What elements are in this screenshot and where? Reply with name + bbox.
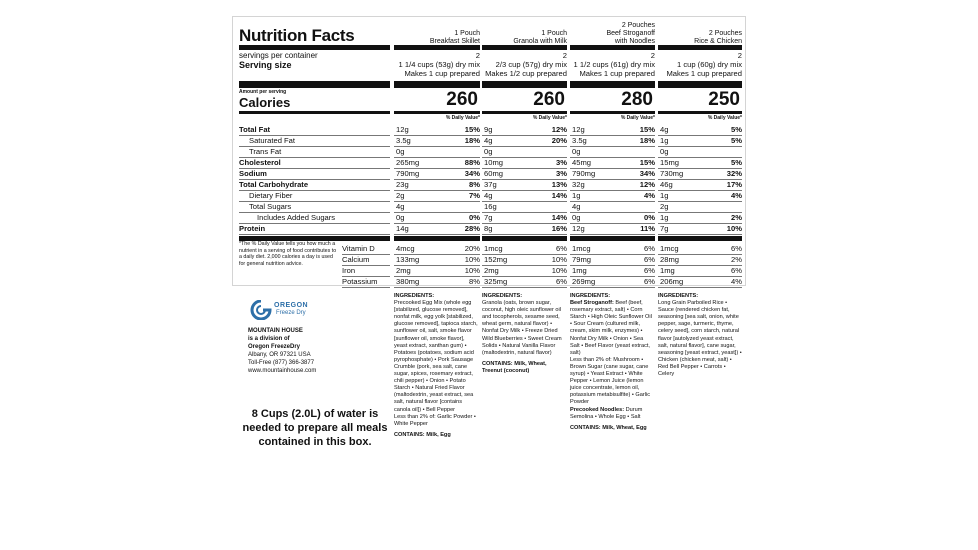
ingredients-body: Durum Semolina • Whole Egg • Salt xyxy=(570,406,643,420)
calories-top-rule xyxy=(570,81,655,88)
vitamin-percent: 10% xyxy=(551,255,567,264)
daily-value-header: % Daily Value* xyxy=(445,115,480,121)
nutrient-percent: 18% xyxy=(639,136,655,145)
ingredients-text: Long Grain Parboiled Rice • Sauce (rendered chicken fat, seasoning [sea salt, onion, white pepper, sage, turmeric, thyme, celery seed], corn starch, natural flavor [autolyzed yeast extract, salt, natural flavor], cane sugar, seasoning [yeast extract, yeast]) • Chicken (chicken meat, salt) • Red Bell Pepper • Carrots • Celery xyxy=(658,300,742,378)
vitamin-amount: 1mcg xyxy=(660,244,679,253)
nutrient-percent: 88% xyxy=(464,158,480,167)
column-size-line: Rice & Chicken xyxy=(694,38,742,45)
nutrient-percent: 0% xyxy=(469,213,480,222)
nutrient-amount: 0g xyxy=(396,213,405,222)
nutrient-amount: 1g xyxy=(572,191,581,200)
nutrient-amount: 4g xyxy=(484,191,493,200)
nutrient-percent: 17% xyxy=(726,180,742,189)
ingredients-column xyxy=(658,293,742,378)
nutrient-cell-rule xyxy=(482,146,567,147)
vitamin-label: Vitamin D xyxy=(342,244,375,253)
nutrient-label: Total Carbohydrate xyxy=(239,180,309,189)
vitamin-percent: 8% xyxy=(469,277,480,286)
nutrient-amount: 37g xyxy=(484,180,497,189)
column-size-header xyxy=(570,22,655,46)
nutrient-percent: 5% xyxy=(731,136,742,145)
calories-label: Calories xyxy=(239,95,291,110)
vitamin-percent: 20% xyxy=(464,244,480,253)
nutrient-cell-rule xyxy=(570,146,655,147)
nutrient-cell-rule xyxy=(394,234,480,235)
brand-division: is a division of xyxy=(248,336,290,342)
vitamin-cell-rule xyxy=(394,287,480,288)
nutrient-cell-rule xyxy=(658,201,742,202)
vitamin-percent: 6% xyxy=(644,277,655,286)
brand-parent: Oregon FreezeDry xyxy=(248,344,301,350)
ingredients-heading: INGREDIENTS: xyxy=(570,293,611,299)
ingredients-text: Less than 2% of: Mushroom • Brown Sugar (cane sugar, cane syrup) • Yeast Extract • White Pepper • Lemon Juice (lemon juice concentrate, lemon oil, potassium metabisulfite) • Garlic Powder xyxy=(570,356,650,406)
nutrient-amount: 0g xyxy=(572,213,581,222)
column-size-line: Breakfast Skillet xyxy=(429,38,480,45)
serving-size-dry: 1 1/4 cups (53g) dry mix xyxy=(398,60,480,69)
nutrient-percent: 4% xyxy=(731,191,742,200)
ingredients-heading: CONTAINS: Milk, Wheat, Treenut (coconut) xyxy=(482,360,547,374)
nutrient-amount: 3.5g xyxy=(396,136,411,145)
nutrient-percent: 13% xyxy=(551,180,567,189)
nutrient-percent: 14% xyxy=(551,213,567,222)
nutrient-amount: 790mg xyxy=(396,169,420,178)
calories-top-rule xyxy=(658,81,742,88)
nutrient-percent: 34% xyxy=(639,169,655,178)
calories-value: 260 xyxy=(446,89,478,110)
column-size-header xyxy=(394,30,480,46)
brand-website: www.mountainhouse.com xyxy=(248,368,317,374)
logo-text-freezedry: Freeze Dry xyxy=(276,310,306,316)
nutrient-amount: 12g xyxy=(572,224,585,233)
logo-text-oregon: OREGON xyxy=(274,302,309,309)
daily-value-header: % Daily Value* xyxy=(707,115,742,121)
column-size-line: 1 Pouch xyxy=(541,30,567,37)
vitamin-amount: 269mg xyxy=(572,277,596,286)
column-size-header xyxy=(482,30,567,46)
vitamin-percent: 6% xyxy=(731,244,742,253)
vitamin-amount: 1mcg xyxy=(572,244,591,253)
serving-size-prepared: Makes 1 cup prepared xyxy=(666,69,742,78)
nutrient-percent: 4% xyxy=(644,191,655,200)
nutrient-percent: 12% xyxy=(551,125,567,134)
nutrient-label: Dietary Fiber xyxy=(249,191,293,200)
vitamin-percent: 10% xyxy=(464,266,480,275)
vitamin-amount: 1mg xyxy=(660,266,675,275)
nutrient-amount: 7g xyxy=(484,213,493,222)
nutrient-percent: 5% xyxy=(731,125,742,134)
vitamin-percent: 6% xyxy=(644,255,655,264)
column-size-header xyxy=(658,30,742,46)
serving-size-prepared: Makes 1 cup prepared xyxy=(579,69,655,78)
brand-phone: Toll-Free (877) 366-3877 xyxy=(248,360,315,366)
nutrient-cell-rule xyxy=(482,234,567,235)
ingredients-text: Granola (oats, brown sugar, coconut, high oleic sunflower oil and tocopherols, sesame seed, wheat germ, natural flavor) • Nonfat Dry Milk • Freeze Dried Wild Blueberries • Sweet Cream Solids • Natural Vanilla Flavor (maltodextrin, natural flavor) xyxy=(482,300,562,356)
vitamin-percent: 2% xyxy=(731,255,742,264)
brand-address xyxy=(248,327,316,375)
nutrient-amount: 4g xyxy=(572,202,581,211)
nutrient-amount: 9g xyxy=(484,125,493,134)
serving-size-label: Serving size xyxy=(239,60,292,70)
vitamin-percent: 6% xyxy=(731,266,742,275)
nutrient-amount: 2g xyxy=(396,191,405,200)
calories-value: 260 xyxy=(533,89,565,110)
logo-icon xyxy=(250,300,272,320)
nutrient-amount: 15mg xyxy=(660,158,679,167)
servings-value: 2 xyxy=(475,51,480,60)
nutrient-percent: 15% xyxy=(639,125,655,134)
ingredients-text xyxy=(570,407,654,421)
ingredients-heading: INGREDIENTS: xyxy=(658,293,699,299)
brand-name: MOUNTAIN HOUSE xyxy=(248,328,303,334)
vitamin-label: Calcium xyxy=(342,255,370,264)
nutrient-percent: 14% xyxy=(551,191,567,200)
daily-value-header: % Daily Value* xyxy=(532,115,567,121)
nutrient-amount: 16g xyxy=(484,202,497,211)
serving-size-dry: 2/3 cup (57g) dry mix xyxy=(495,60,567,69)
serving-size-dry: 1 1/2 cups (61g) dry mix xyxy=(573,60,655,69)
vitamin-percent: 10% xyxy=(551,266,567,275)
vitamin-amount: 325mg xyxy=(484,277,508,286)
nutrient-percent: 7% xyxy=(469,191,480,200)
nutrient-amount: 0g xyxy=(484,147,493,156)
nutrient-percent: 12% xyxy=(639,180,655,189)
vitamin-label: Iron xyxy=(342,266,356,275)
calories-top-rule xyxy=(482,81,567,88)
calories-bottom-rule xyxy=(570,111,655,114)
vitamin-amount: 380mg xyxy=(396,277,420,286)
vitamin-cell-rule xyxy=(482,287,567,288)
nutrient-percent: 11% xyxy=(640,224,655,233)
nutrient-percent: 16% xyxy=(551,224,567,233)
nutrient-amount: 265mg xyxy=(396,158,420,167)
nutrient-amount: 0g xyxy=(660,147,669,156)
nutrient-amount: 12g xyxy=(396,125,409,134)
nutrient-amount: 1g xyxy=(660,136,669,145)
column-size-line: 1 Pouch xyxy=(454,30,480,37)
ingredients-heading: CONTAINS: Milk, Wheat, Egg xyxy=(570,424,647,431)
nutrient-cell-rule xyxy=(658,234,742,235)
calories-top-rule xyxy=(394,81,480,88)
nutrient-amount: 14g xyxy=(396,224,409,233)
nutrient-percent: 10% xyxy=(726,224,742,233)
nutrient-amount: 4g xyxy=(484,136,493,145)
nutrient-label: Total Fat xyxy=(239,125,271,134)
ingredients-text: Less than 2% of: Garlic Powder • White Pepper xyxy=(394,413,476,427)
vitamin-row-rule xyxy=(342,287,390,288)
nutrient-amount: 60mg xyxy=(484,169,503,178)
calories-bottom-rule xyxy=(658,111,742,114)
nutrient-percent: 15% xyxy=(639,158,655,167)
vitamin-cell-rule xyxy=(570,287,655,288)
nutrition-facts-title: Nutrition Facts xyxy=(239,26,355,45)
nutrient-label: Protein xyxy=(239,224,266,233)
nutrient-amount: 4g xyxy=(660,125,669,134)
ingredients-heading: INGREDIENTS: xyxy=(482,293,523,299)
nutrient-percent: 20% xyxy=(551,136,567,145)
amount-per-serving-label: Amount per serving xyxy=(239,89,287,95)
vitamin-top-rule xyxy=(394,236,480,241)
nutrient-cell-rule xyxy=(570,201,655,202)
nutrient-amount: 1g xyxy=(660,191,669,200)
servings-value: 2 xyxy=(562,51,567,60)
servings-value: 2 xyxy=(650,51,655,60)
vitamin-top-rule xyxy=(482,236,567,241)
nutrient-label: Cholesterol xyxy=(239,158,281,167)
nutrient-cell-rule xyxy=(394,146,480,147)
nutrient-percent: 5% xyxy=(731,158,742,167)
column-size-line: with Noodles xyxy=(614,38,655,45)
nutrient-amount: 7g xyxy=(660,224,669,233)
vitamin-amount: 133mg xyxy=(396,255,420,264)
ingredients-text: Precooked Egg Mix (whole egg [stabilized, glucose removed], nonfat milk, egg yolk [stabilized, glucose removed], tapioca starch, sunflower oil, salt, smoke flavor [sunflower oil, smoke flavor], yeast extract, xanthan gum) • Potatoes (potatoes, sodium acid pyrophosphate) • Pork Sausage Crumble (pork, sea salt, cane sugar, spices, rosemary extract, chili pepper) • Onion • Potato Starch • Natural Fried Flavor (maltodextrin, yeast extract, sea salt, natural flavor [contains canola oil]) • Bell Pepper xyxy=(394,300,478,413)
ingredients-column xyxy=(394,293,478,439)
nutrient-cell-rule xyxy=(394,201,480,202)
nutrient-cell-rule xyxy=(658,146,742,147)
vitamin-amount: 79mg xyxy=(572,255,591,264)
calories-bottom-rule xyxy=(394,111,480,114)
vitamin-percent: 6% xyxy=(644,266,655,275)
nutrient-amount: 46g xyxy=(660,180,673,189)
vitamin-amount: 2mg xyxy=(396,266,411,275)
vitamin-amount: 28mg xyxy=(660,255,679,264)
nutrient-amount: 45mg xyxy=(572,158,591,167)
nutrient-amount: 4g xyxy=(396,202,405,211)
brand-city: Albany, OR 97321 USA xyxy=(248,352,311,358)
serving-size-prepared: Makes 1/2 cup prepared xyxy=(485,69,567,78)
nutrient-amount: 2g xyxy=(660,202,669,211)
nutrient-percent: 32% xyxy=(726,169,742,178)
vitamin-amount: 1mg xyxy=(572,266,587,275)
ingredients-column xyxy=(482,293,566,375)
nutrient-label: Total Sugars xyxy=(249,202,292,211)
vitamin-cell-rule xyxy=(658,287,742,288)
nutrient-percent: 8% xyxy=(469,180,480,189)
calories-label-bottom-rule xyxy=(239,111,390,114)
servings-value: 2 xyxy=(737,51,742,60)
nutrient-amount: 32g xyxy=(572,180,585,189)
ingredients-subheading: Beef Stroganoff: xyxy=(570,300,616,307)
nutrient-label: Trans Fat xyxy=(249,147,282,156)
ingredients-heading: CONTAINS: Milk, Egg xyxy=(394,431,451,438)
ingredients-text xyxy=(570,300,654,357)
calories-value: 280 xyxy=(621,89,653,110)
calories-bottom-rule xyxy=(482,111,567,114)
vitamin-label: Potassium xyxy=(342,277,378,286)
nutrient-percent: 3% xyxy=(556,158,567,167)
vitamin-top-rule xyxy=(658,236,742,241)
vitamin-amount: 206mg xyxy=(660,277,684,286)
nutrient-amount: 12g xyxy=(572,125,585,134)
nutrient-amount: 8g xyxy=(484,224,493,233)
vitamin-percent: 6% xyxy=(556,277,567,286)
nutrient-amount: 790mg xyxy=(572,169,596,178)
daily-value-footnote: *The % Daily Value tells you how much a nutrient in a serving of food contributes to a daily diet. 2,000 calories a day is used for general nutrition advice. xyxy=(239,241,337,267)
header-rule xyxy=(239,45,390,50)
ingredients-body: Beef (beef, rosemary extract, salt) • Corn Starch • High Oleic Sunflower Oil • Sour Cream (cultured milk, cream, skim milk, enzymes) • Nonfat Dry Milk • Onion • Sea Salt • Beef Flavor (yeast extract, salt) xyxy=(570,300,652,356)
nutrient-amount: 0g xyxy=(572,147,581,156)
nutrient-amount: 3.5g xyxy=(572,136,587,145)
nutrient-cell-rule xyxy=(570,234,655,235)
nutrient-percent: 3% xyxy=(556,169,567,178)
column-size-line: 2 Pouches xyxy=(708,30,742,37)
serving-size-prepared: Makes 1 cup prepared xyxy=(404,69,480,78)
nutrient-percent: 28% xyxy=(464,224,480,233)
column-size-line: Granola with Milk xyxy=(513,38,567,45)
nutrient-label: Includes Added Sugars xyxy=(257,213,336,222)
vitamin-percent: 6% xyxy=(644,244,655,253)
nutrient-percent: 0% xyxy=(644,213,655,222)
serving-size-dry: 1 cup (60g) dry mix xyxy=(677,60,742,69)
nutrient-amount: 23g xyxy=(396,180,409,189)
nutrient-amount: 10mg xyxy=(484,158,503,167)
nutrient-amount: 0g xyxy=(396,147,405,156)
column-size-line: Beef Stroganoff xyxy=(606,30,655,37)
vitamin-amount: 2mg xyxy=(484,266,499,275)
nutrient-amount: 730mg xyxy=(660,169,684,178)
vitamin-amount: 4mcg xyxy=(396,244,415,253)
nutrient-label: Saturated Fat xyxy=(249,136,296,145)
nutrient-percent: 2% xyxy=(731,213,742,222)
nutrient-percent: 18% xyxy=(464,136,480,145)
vitamin-amount: 152mg xyxy=(484,255,508,264)
vitamin-amount: 1mcg xyxy=(484,244,503,253)
servings-per-container-label: servings per container xyxy=(239,51,318,60)
daily-value-header: % Daily Value* xyxy=(620,115,655,121)
column-size-line: 2 Pouches xyxy=(621,22,655,29)
ingredients-heading: INGREDIENTS: xyxy=(394,293,435,299)
nutrient-amount: 1g xyxy=(660,213,669,222)
vitamin-percent: 10% xyxy=(464,255,480,264)
ingredients-column xyxy=(570,293,654,432)
vitamin-top-rule xyxy=(570,236,655,241)
vitamin-percent: 4% xyxy=(731,277,742,286)
nutrient-label: Sodium xyxy=(239,169,267,178)
calories-label-rule xyxy=(239,81,390,88)
ingredients-subheading: Precooked Noodles: xyxy=(570,406,626,413)
water-instructions: 8 Cups (2.0L) of water is needed to prepare all meals contained in this box. xyxy=(242,408,388,448)
vitamin-percent: 6% xyxy=(556,244,567,253)
nutrient-row-rule xyxy=(239,234,390,235)
nutrient-percent: 34% xyxy=(464,169,480,178)
nutrient-percent: 15% xyxy=(464,125,480,134)
calories-value: 250 xyxy=(708,89,740,110)
